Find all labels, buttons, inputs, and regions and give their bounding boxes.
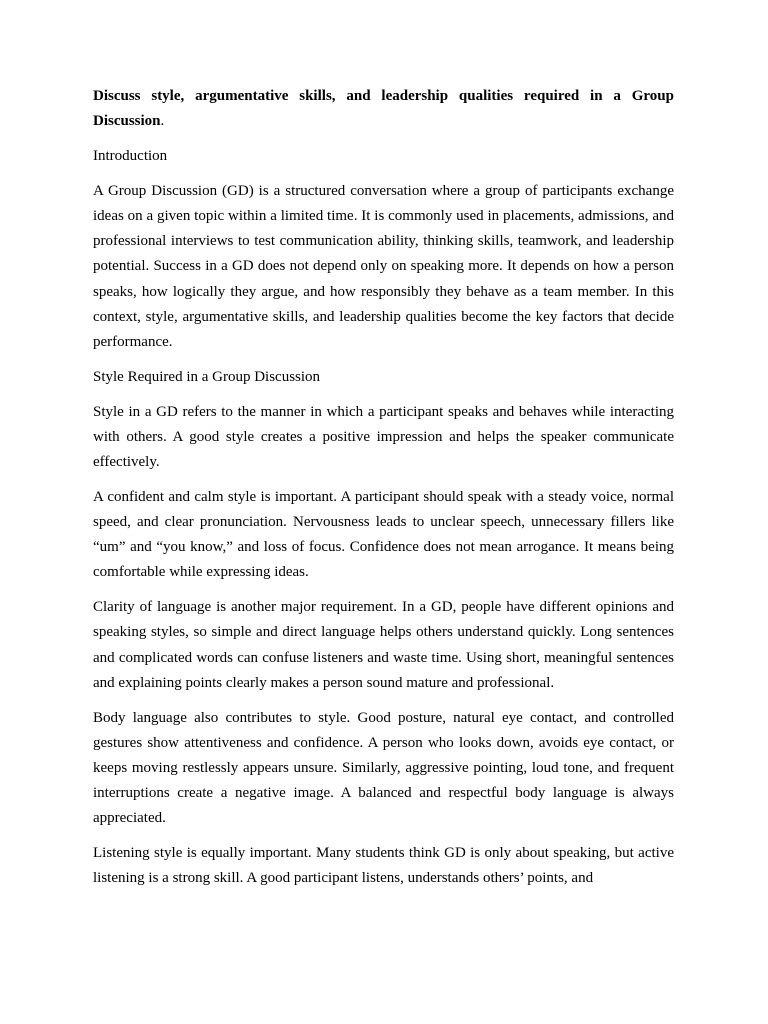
- style-paragraph-1: Style in a GD refers to the manner in which a participant speaks and behaves while interacting with others. A good style creates a positive impression and helps the speaker communicate effectively.: [93, 403, 674, 471]
- style-paragraph-4: Body language also contributes to style. Good posture, natural eye contact, and controlled gestures show attentiveness and confidence. A person who looks down, avoids eye contact, or keeps moving restlessly appears unsure. Similarly, aggressive pointing, loud tone, and frequent interruptions create a negative image. A balanced and respectful body language is always appreciated.: [93, 709, 674, 827]
- document-title: [93, 84, 674, 134]
- document-title-text: Discuss style, argumentative skills, and leadership qualities required in a Group Discussion: [93, 88, 674, 130]
- introduction-paragraph: A Group Discussion (GD) is a structured conversation where a group of participants exchange ideas on a given topic within a limited time. It is commonly used in placements, admissions, and professional interviews to test communication ability, thinking skills, teamwork, and leadership potential. Success in a GD does not depend only on speaking more. It depends on how a person speaks, how logically they argue, and how responsibly they behave as a team member. In this context, style, argumentative skills, and leadership qualities become the key factors that decide performance.: [93, 182, 674, 351]
- style-paragraph-5: Listening style is equally important. Many students think GD is only about speaking, but active listening is a strong skill. A good participant listens, understands others’ points, and: [93, 845, 674, 887]
- document-page: [93, 84, 674, 901]
- introduction-heading: Introduction: [93, 148, 168, 164]
- style-paragraph-3: Clarity of language is another major requirement. In a GD, people have different opinions and speaking styles, so simple and direct language helps others understand quickly. Long sentences and complicated words can confuse listeners and waste time. Using short, meaningful sentences and explaining points clearly makes a person sound mature and professional.: [93, 599, 674, 691]
- document-title-period: .: [160, 113, 165, 130]
- style-paragraph-2: A confident and calm style is important. A participant should speak with a steady voice, normal speed, and clear pronunciation. Nervousness leads to unclear speech, unnecessary fillers like “um” and “you know,” and loss of focus. Confidence does not mean arrogance. It means being comfortable while expressing ideas.: [93, 488, 674, 581]
- style-heading: Style Required in a Group Discussion: [93, 368, 321, 385]
